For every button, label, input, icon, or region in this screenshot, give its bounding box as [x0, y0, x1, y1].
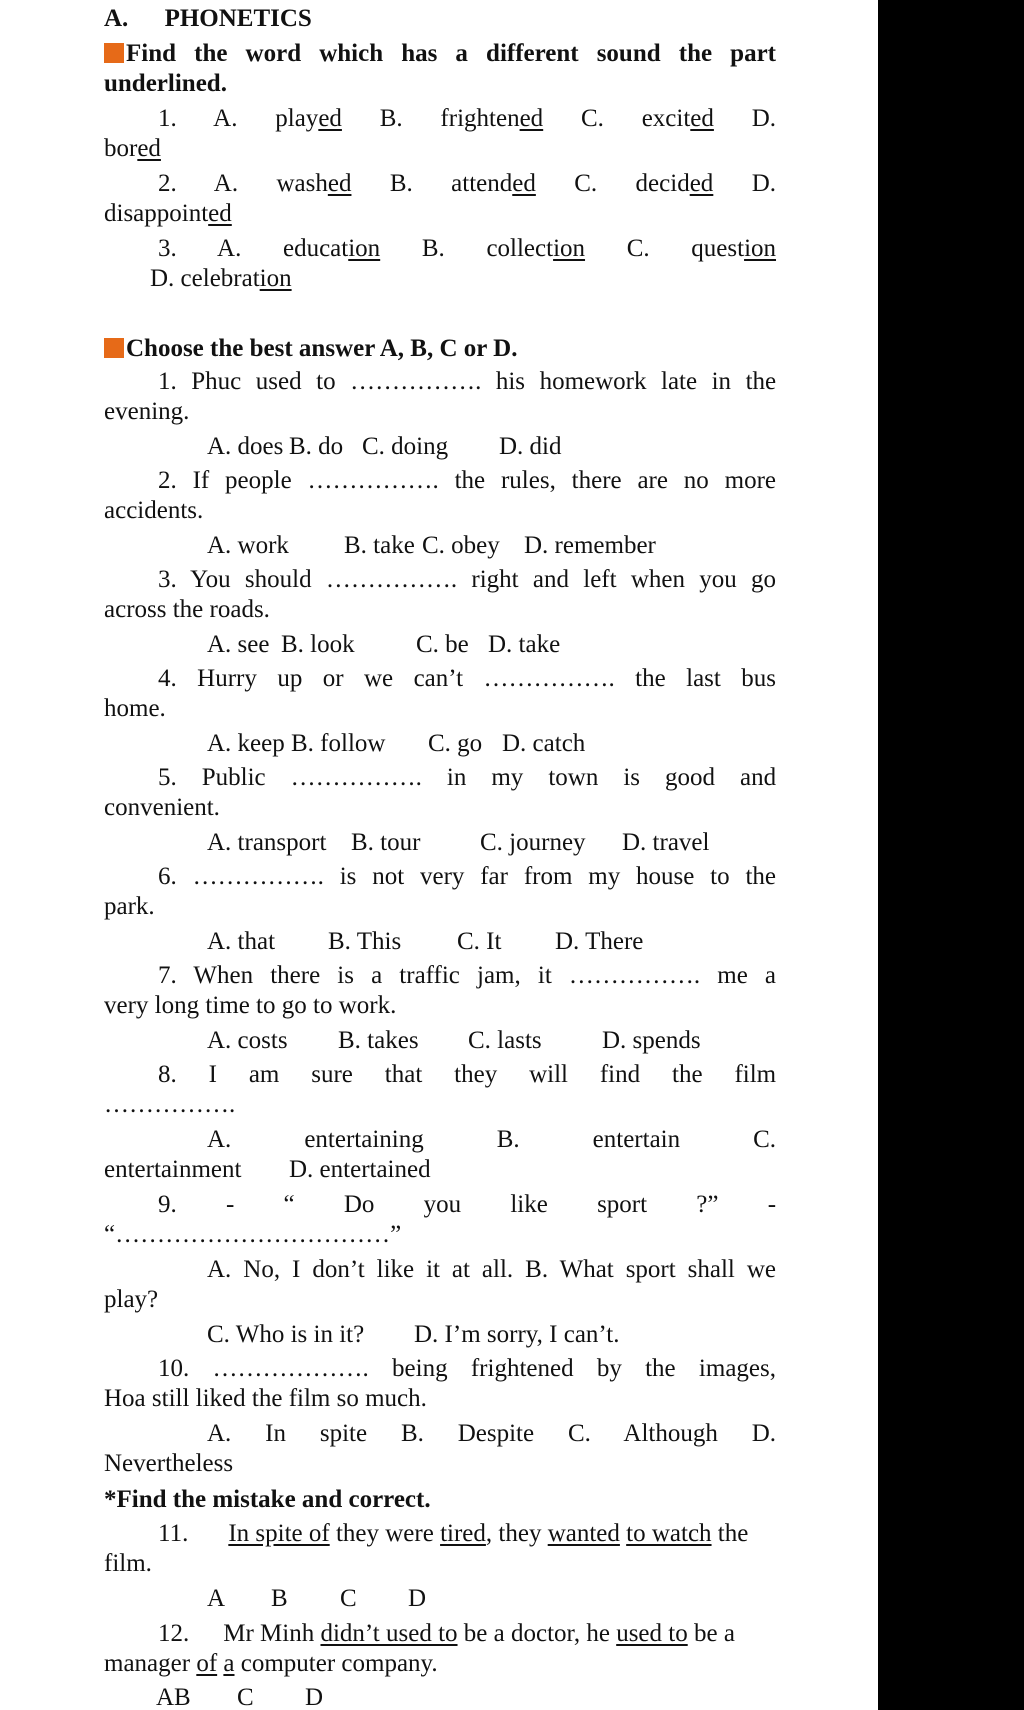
- mcq-7-stem-cont: very long time to go to work.: [104, 992, 397, 1019]
- mcq-9-options-cont: play?: [104, 1286, 159, 1313]
- letter-d: D: [408, 1585, 427, 1612]
- option-a[interactable]: A. see: [207, 631, 270, 658]
- segment-d[interactable]: a: [223, 1650, 235, 1677]
- mcq-8-options-cont: [104, 1156, 776, 1184]
- option-c[interactable]: C. journey: [480, 829, 586, 856]
- option-b-text[interactable]: entertain: [592, 1126, 681, 1153]
- option-c[interactable]: C. obey: [422, 532, 500, 559]
- phonetics-q3: 3. A. education B. collection C. question: [158, 235, 777, 262]
- section-heading: [104, 5, 776, 33]
- mcq-6-stem: 6. ……………. is not very far from my house to the: [158, 863, 777, 890]
- letter-b: B: [271, 1585, 288, 1612]
- option-a-text[interactable]: entertaining: [304, 1126, 424, 1153]
- option-a-label[interactable]: A.: [207, 1420, 232, 1447]
- option-c-text[interactable]: Although: [623, 1420, 718, 1447]
- option-d[interactable]: D. did: [499, 433, 562, 460]
- mcq-4-stem: 4. Hurry up or we can’t ……………. the last bus: [158, 665, 777, 692]
- option-b[interactable]: B. What sport shall we: [525, 1256, 776, 1283]
- option-d[interactable]: D. There: [555, 928, 644, 955]
- option-a-word1[interactable]: In: [265, 1420, 286, 1447]
- option-c[interactable]: C. be: [416, 631, 469, 658]
- option-b[interactable]: B. follow: [291, 730, 386, 757]
- phonetics-q2: 2. A. washed B. attended C. decided D.: [158, 170, 777, 197]
- option-c-label[interactable]: C.: [567, 1420, 591, 1447]
- section-marker-icon: [104, 43, 124, 63]
- mistake-q12-cont: manager of a computer company.: [104, 1650, 438, 1677]
- part2-instruction: Choose the best answer A, B, C or D.: [104, 335, 776, 363]
- segment-b[interactable]: tired: [440, 1520, 486, 1547]
- phonetics-q3-cont: D. celebration: [150, 265, 292, 292]
- mcq-8-stem: 8. I am sure that they will find the film: [158, 1061, 777, 1088]
- mcq-8-options: [104, 1126, 776, 1154]
- letter-c: C: [237, 1684, 254, 1710]
- mistake-q11: 11. In spite of they were tired, they wanted to watch the: [158, 1520, 749, 1547]
- option-b-text[interactable]: Despite: [457, 1420, 535, 1447]
- segment-d[interactable]: to watch: [626, 1520, 712, 1547]
- segment-a[interactable]: In spite of: [228, 1520, 330, 1547]
- letter-c: C: [340, 1585, 357, 1612]
- option-d-text[interactable]: Nevertheless: [104, 1450, 234, 1477]
- option-d[interactable]: D. spends: [602, 1027, 701, 1054]
- option-d[interactable]: D. take: [488, 631, 561, 658]
- mcq-9-stem-cont: “……………………………”: [104, 1221, 402, 1248]
- segment-c[interactable]: wanted: [547, 1520, 620, 1547]
- option-a-word2[interactable]: spite: [319, 1420, 368, 1447]
- option-c[interactable]: C. Who is in it?: [207, 1321, 365, 1348]
- section-marker-icon: [104, 338, 124, 358]
- mcq-1-stem: 1. Phuc used to ……………. his homework late in the: [158, 368, 777, 395]
- section-letter: A.: [104, 5, 129, 32]
- option-a-label[interactable]: A.: [207, 1126, 232, 1153]
- option-a[interactable]: A. transport: [207, 829, 327, 856]
- option-d[interactable]: D. I’m sorry, I can’t.: [414, 1321, 620, 1348]
- option-b-label[interactable]: B.: [496, 1126, 520, 1153]
- option-d[interactable]: D. catch: [502, 730, 586, 757]
- section-title: PHONETICS: [164, 5, 312, 32]
- option-a[interactable]: A. work: [207, 532, 289, 559]
- mistake-q12: 12. Mr Minh didn’t used to be a doctor, he used to be a: [158, 1620, 735, 1647]
- part1-instruction-cont: underlined.: [104, 70, 227, 97]
- phonetics-q1-cont: bored: [104, 135, 161, 162]
- option-b[interactable]: B. do: [289, 433, 344, 460]
- phonetics-q2-cont: disappointed: [104, 200, 232, 227]
- mcq-3-stem-cont: across the roads.: [104, 596, 270, 623]
- option-d[interactable]: D. remember: [524, 532, 656, 559]
- letter-ab: AB: [156, 1684, 191, 1710]
- option-c[interactable]: C. doing: [362, 433, 449, 460]
- mcq-6-stem-cont: park.: [104, 893, 155, 920]
- mcq-2-stem: 2. If people ……………. the rules, there are no more: [158, 467, 776, 494]
- option-a[interactable]: A. keep: [207, 730, 285, 757]
- option-a[interactable]: A. does: [207, 433, 284, 460]
- option-a[interactable]: A. that: [207, 928, 276, 955]
- segment-b[interactable]: used to: [616, 1620, 688, 1647]
- mcq-5-stem: 5. Public ……………. in my town is good and: [158, 764, 777, 791]
- letter-a: A: [207, 1585, 226, 1612]
- option-c-text[interactable]: entertainment: [104, 1156, 242, 1183]
- part3-instruction: *Find the mistake and correct.: [104, 1486, 431, 1513]
- mcq-9-options: [104, 1256, 776, 1284]
- option-b[interactable]: B. tour: [351, 829, 421, 856]
- option-b[interactable]: B. This: [328, 928, 402, 955]
- mcq-3-stem: 3. You should ……………. right and left when you go: [158, 566, 777, 593]
- mcq-8-stem-cont: …………….: [104, 1091, 236, 1118]
- option-a[interactable]: A. costs: [207, 1027, 288, 1054]
- option-d-label[interactable]: D.: [751, 1420, 777, 1447]
- option-d[interactable]: D. travel: [622, 829, 710, 856]
- mcq-9-stem: 9. - “ Do you like sport ?” -: [158, 1191, 777, 1218]
- segment-a[interactable]: didn’t used to: [320, 1620, 458, 1647]
- mistake-q11-cont: film.: [104, 1550, 152, 1577]
- mcq-7-stem: 7. When there is a traffic jam, it ……………. me a: [158, 962, 777, 989]
- mcq-2-stem-cont: accidents.: [104, 497, 204, 524]
- part1-instruction: Find the word which has a different sound the part: [104, 40, 776, 68]
- mcq-1-stem-cont: evening.: [104, 398, 190, 425]
- option-c-label[interactable]: C.: [753, 1126, 777, 1153]
- mcq-5-stem-cont: convenient.: [104, 794, 220, 821]
- option-c[interactable]: C. lasts: [468, 1027, 542, 1054]
- option-b[interactable]: B. look: [281, 631, 355, 658]
- option-c[interactable]: C. go: [428, 730, 483, 757]
- option-c[interactable]: C. It: [457, 928, 502, 955]
- mcq-4-stem-cont: home.: [104, 695, 166, 722]
- segment-c[interactable]: of: [196, 1650, 218, 1677]
- mcq-10-options: [104, 1420, 776, 1448]
- mcq-10-stem: 10. ………………. being frightened by the images,: [158, 1355, 776, 1382]
- option-b[interactable]: B. takes: [338, 1027, 419, 1054]
- option-b-label[interactable]: B.: [400, 1420, 424, 1447]
- option-b[interactable]: B. take: [344, 532, 415, 559]
- mcq-10-stem-cont: Hoa still liked the film so much.: [104, 1385, 427, 1412]
- phonetics-q1: 1. A. played B. frightened C. excited D.: [158, 105, 777, 132]
- letter-d: D: [305, 1684, 324, 1710]
- option-a[interactable]: A. No, I don’t like it at all.: [207, 1256, 514, 1283]
- option-d[interactable]: D. entertained: [289, 1156, 431, 1183]
